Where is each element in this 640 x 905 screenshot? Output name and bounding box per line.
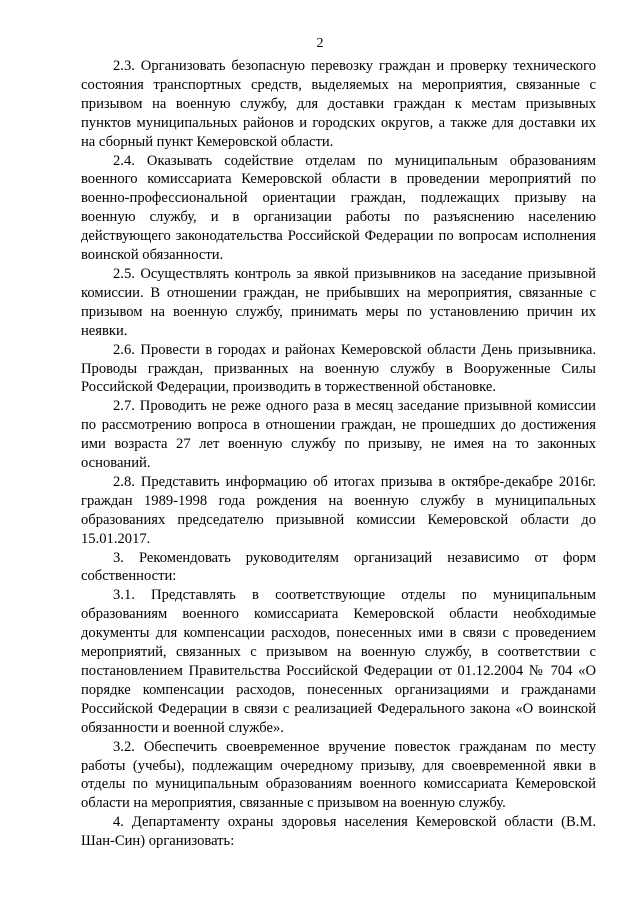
paragraph-4: 4. Департаменту охраны здоровья населения Кемеровской области (В.М. Шан-Син) организовать:: [81, 814, 596, 850]
document-body: [81, 57, 596, 851]
paragraph-2-4: 2.4. Оказывать содействие отделам по муниципальным образованиям военного комиссариата Кемеровской области в проведении мероприятий по военно-профессиональной ориентации граждан, подлежащих призыву на военную службу, и в организации работы по разъяснению населению действующего законодательства Российской Федерации по вопросам исполнения воинской обязанности.: [81, 152, 596, 264]
page-number: 2: [316, 36, 324, 51]
paragraph-3-1: 3.1. Представлять в соответствующие отделы по муниципальным образованиям военного комиссариата Кемеровской области необходимые документы для компенсации расходов, понесенных ими в связи с проведением мероприятий, связанных с призывом на военную службу, в соответствии с постановлением Правительства Российской Федерации от 01.12.2004 № 704 «О порядке компенсации расходов, понесенных организациями и гражданами Российской Федерации в связи с реализацией Федерального закона «О воинской обязанности и военной службе».: [81, 587, 596, 736]
paragraph-2-6: 2.6. Провести в городах и районах Кемеровской области День призывника. Проводы граждан, призванных на военную службу в Вооруженные Силы Российской Федерации, производить в торжественной обстановке.: [81, 341, 596, 396]
paragraph-2-5: 2.5. Осуществлять контроль за явкой призывников на заседание призывной комиссии. В отношении граждан, не прибывших на мероприятия, связанные с призывом на военную службу, принимать меры по установлению причин их неявки.: [81, 265, 596, 339]
paragraph-3: 3. Рекомендовать руководителям организаций независимо от форм собственности:: [81, 549, 596, 585]
paragraph-2-7: 2.7. Проводить не реже одного раза в месяц заседание призывной комиссии по рассмотрению вопроса в отношении граждан, не прошедших до достижения ими возраста 27 лет военную службу по призыву, не имея на то законных оснований.: [81, 398, 596, 472]
paragraph-3-2: 3.2. Обеспечить своевременное вручение повесток гражданам по месту работы (учебы), подлежащим очередному призыву, для своевременной явки в отделы по муниципальным образованиям военного комиссариата Кемеровской области на мероприятия, связанные с призывом на военную службу.: [81, 738, 596, 812]
paragraph-2-8: 2.8. Представить информацию об итогах призыва в октябре-декабре 2016г. граждан 1989-1998 года рождения на военную службу в муниципальных образованиях председателю призывной комиссии Кемеровской области до 15.01.2017.: [81, 473, 596, 547]
paragraph-2-3: 2.3. Организовать безопасную перевозку граждан и проверку технического состояния транспортных средств, выделяемых на мероприятия, связанные с призывом на военную службу, для доставки граждан к местам призывных пунктов муниципальных районов и городских округов, а также для доставки их на сборный пункт Кемеровской области.: [81, 58, 596, 150]
